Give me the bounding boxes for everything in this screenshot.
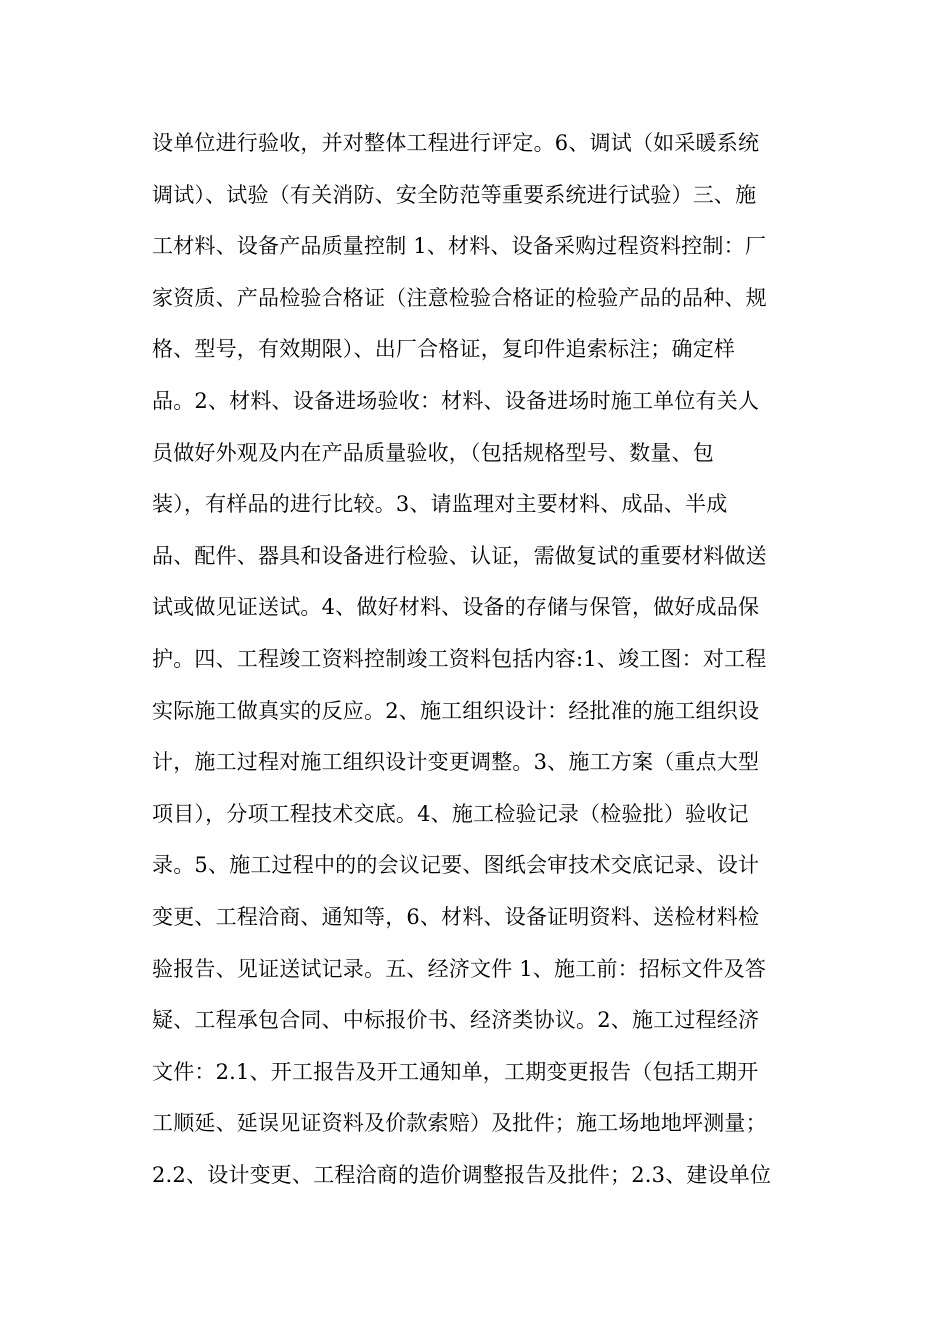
text-line: 家资质、产品检验合格证（注意检验合格证的检验产品的品种、规 xyxy=(152,285,767,310)
text-line: 调试）、试验（有关消防、安全防范等重要系统进行试验）三、施 xyxy=(152,182,757,207)
text-line: 格、型号，有效期限）、出厂合格证，复印件追索标注；确定样 xyxy=(152,337,736,362)
text-line: 试或做见证送试。4、做好材料、设备的存储与保管，做好成品保 xyxy=(152,595,760,620)
text-line: 验报告、见证送试记录。五、经济文件 1、施工前：招标文件及答 xyxy=(152,956,767,981)
text-line: 装），有样品的进行比较。3、请监理对主要材料、成品、半成 xyxy=(152,492,728,517)
text-line: 品、配件、器具和设备进行检验、认证，需做复试的重要材料做送 xyxy=(152,543,767,568)
text-line: 疑、工程承包合同、中标报价书、经济类协议。2、施工过程经济 xyxy=(152,1008,760,1033)
text-line: 品。2、材料、设备进场验收：材料、设备进场时施工单位有关人 xyxy=(152,388,760,413)
text-line: 设单位进行验收，并对整体工程进行评定。6、调试（如采暖系统 xyxy=(152,131,760,155)
text-line: 2.2、设计变更、工程洽商的造价调整报告及批件；2.3、建设单位 xyxy=(152,1162,772,1187)
text-line: 工材料、设备产品质量控制 1、材料、设备采购过程资料控制：厂 xyxy=(152,234,767,259)
text-line: 变更、工程洽商、通知等，6、材料、设备证明资料、送检材料检 xyxy=(152,904,760,929)
text-line: 护。四、工程竣工资料控制竣工资料包括内容:1、竣工图：对工程 xyxy=(152,646,767,671)
text-line: 员做好外观及内在产品质量验收，（包括规格型号、数量、包 xyxy=(152,440,714,465)
body-text xyxy=(152,118,812,1201)
text-line: 录。5、施工过程中的的会议记要、图纸会审技术交底记录、设计 xyxy=(152,853,760,878)
text-line: 计，施工过程对施工组织设计变更调整。3、施工方案（重点大型 xyxy=(152,750,760,775)
text-line: 项目），分项工程技术交底。4、施工检验记录（检验批）验收记 xyxy=(152,801,749,826)
text-line: 文件：2.1、开工报告及开工通知单，工期变更报告（包括工期开 xyxy=(152,1059,759,1084)
text-line: 实际施工做真实的反应。2、施工组织设计：经批准的施工组织设 xyxy=(152,698,760,723)
text-line: 工顺延、延误见证资料及价款索赔）及批件；施工场地地坪测量； xyxy=(152,1111,767,1136)
